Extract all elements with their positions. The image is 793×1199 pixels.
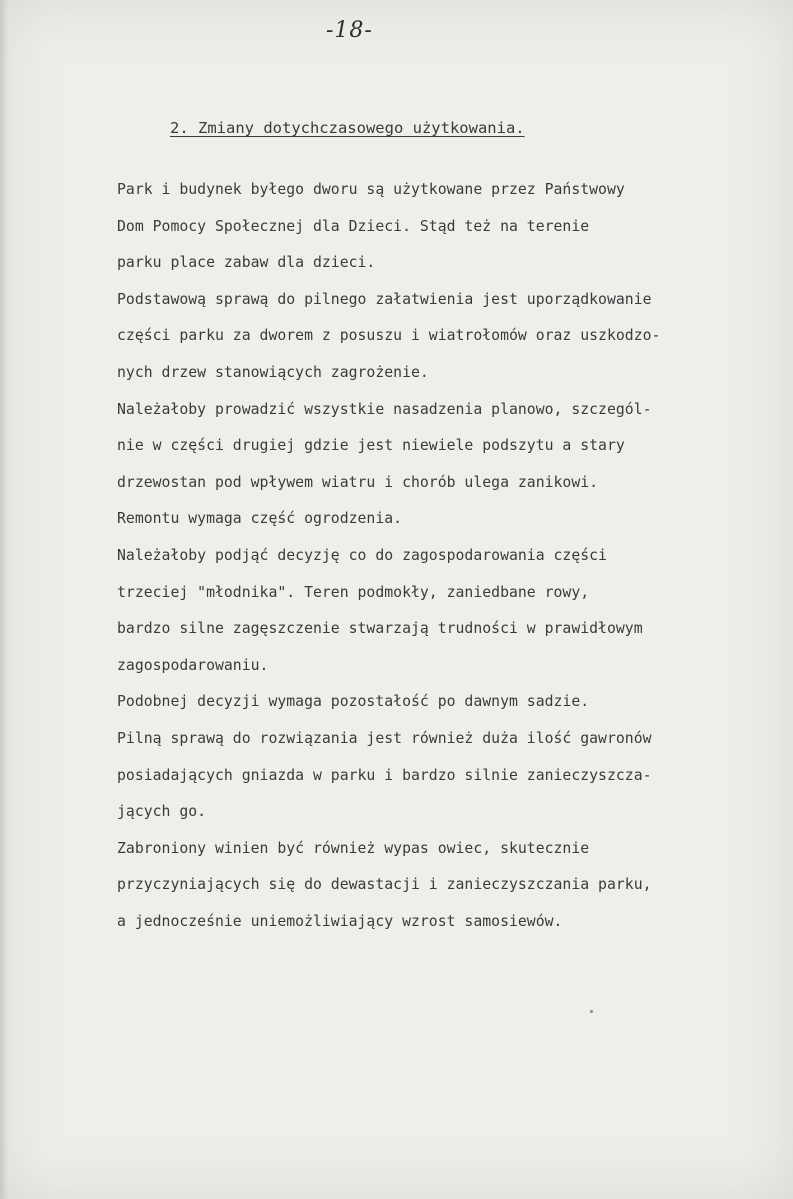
section-heading: 2. Zmiany dotychczasowego użytkowania. bbox=[170, 119, 525, 137]
text-line: a jednocześnie uniemożliwiający wzrost samosiewów. bbox=[117, 912, 563, 930]
text-line: Podobnej decyzji wymaga pozostałość po dawnym sadzie. bbox=[117, 693, 590, 711]
text-line: Dom Pomocy Społecznej dla Dzieci. Stąd też na terenie bbox=[117, 217, 590, 235]
text-line: przyczyniających się do dewastacji i zanieczyszczania parku, bbox=[117, 876, 652, 894]
body-text bbox=[117, 172, 781, 940]
text-line: Park i budynek byłego dworu są użytkowane przez Państwowy bbox=[117, 181, 625, 198]
text-line: Należałoby prowadzić wszystkie nasadzenia planowo, szczegól- bbox=[117, 400, 652, 418]
text-line: Należałoby podjąć decyzję co do zagospodarowania części bbox=[117, 546, 607, 564]
text-line: zagospodarowaniu. bbox=[117, 656, 269, 674]
text-line: nych drzew stanowiących zagrożenie. bbox=[117, 363, 429, 381]
text-line: bardzo silne zagęszczenie stwarzają trudności w prawidłowym bbox=[117, 620, 643, 638]
text-line: drzewostan pod wpływem wiatru i chorób ulega zanikowi. bbox=[117, 473, 599, 491]
text-line: parku place zabaw dla dzieci. bbox=[117, 254, 376, 272]
text-line: Pilną sprawą do rozwiązania jest również duża ilość gawronów bbox=[117, 729, 652, 747]
text-line: nie w części drugiej gdzie jest niewiele podszytu a stary bbox=[117, 437, 625, 455]
text-line: posiadających gniazda w parku i bardzo silnie zanieczyszcza- bbox=[117, 766, 652, 784]
text-line: części parku za dworem z posuszu i wiatrołomów oraz uszkodzo- bbox=[117, 327, 661, 345]
page-edge-shadow bbox=[0, 0, 8, 1199]
text-line: Remontu wymaga część ogrodzenia. bbox=[117, 510, 403, 528]
text-line: trzeciej "młodnika". Teren podmokły, zaniedbane rowy, bbox=[117, 583, 590, 601]
page-number: -18- bbox=[326, 18, 373, 43]
paper-speck bbox=[590, 1010, 593, 1013]
text-line: Zabroniony winien być również wypas owiec, skutecznie bbox=[117, 839, 590, 857]
text-line: jących go. bbox=[117, 803, 207, 821]
text-line: Podstawową sprawą do pilnego załatwienia jest uporządkowanie bbox=[117, 290, 652, 308]
